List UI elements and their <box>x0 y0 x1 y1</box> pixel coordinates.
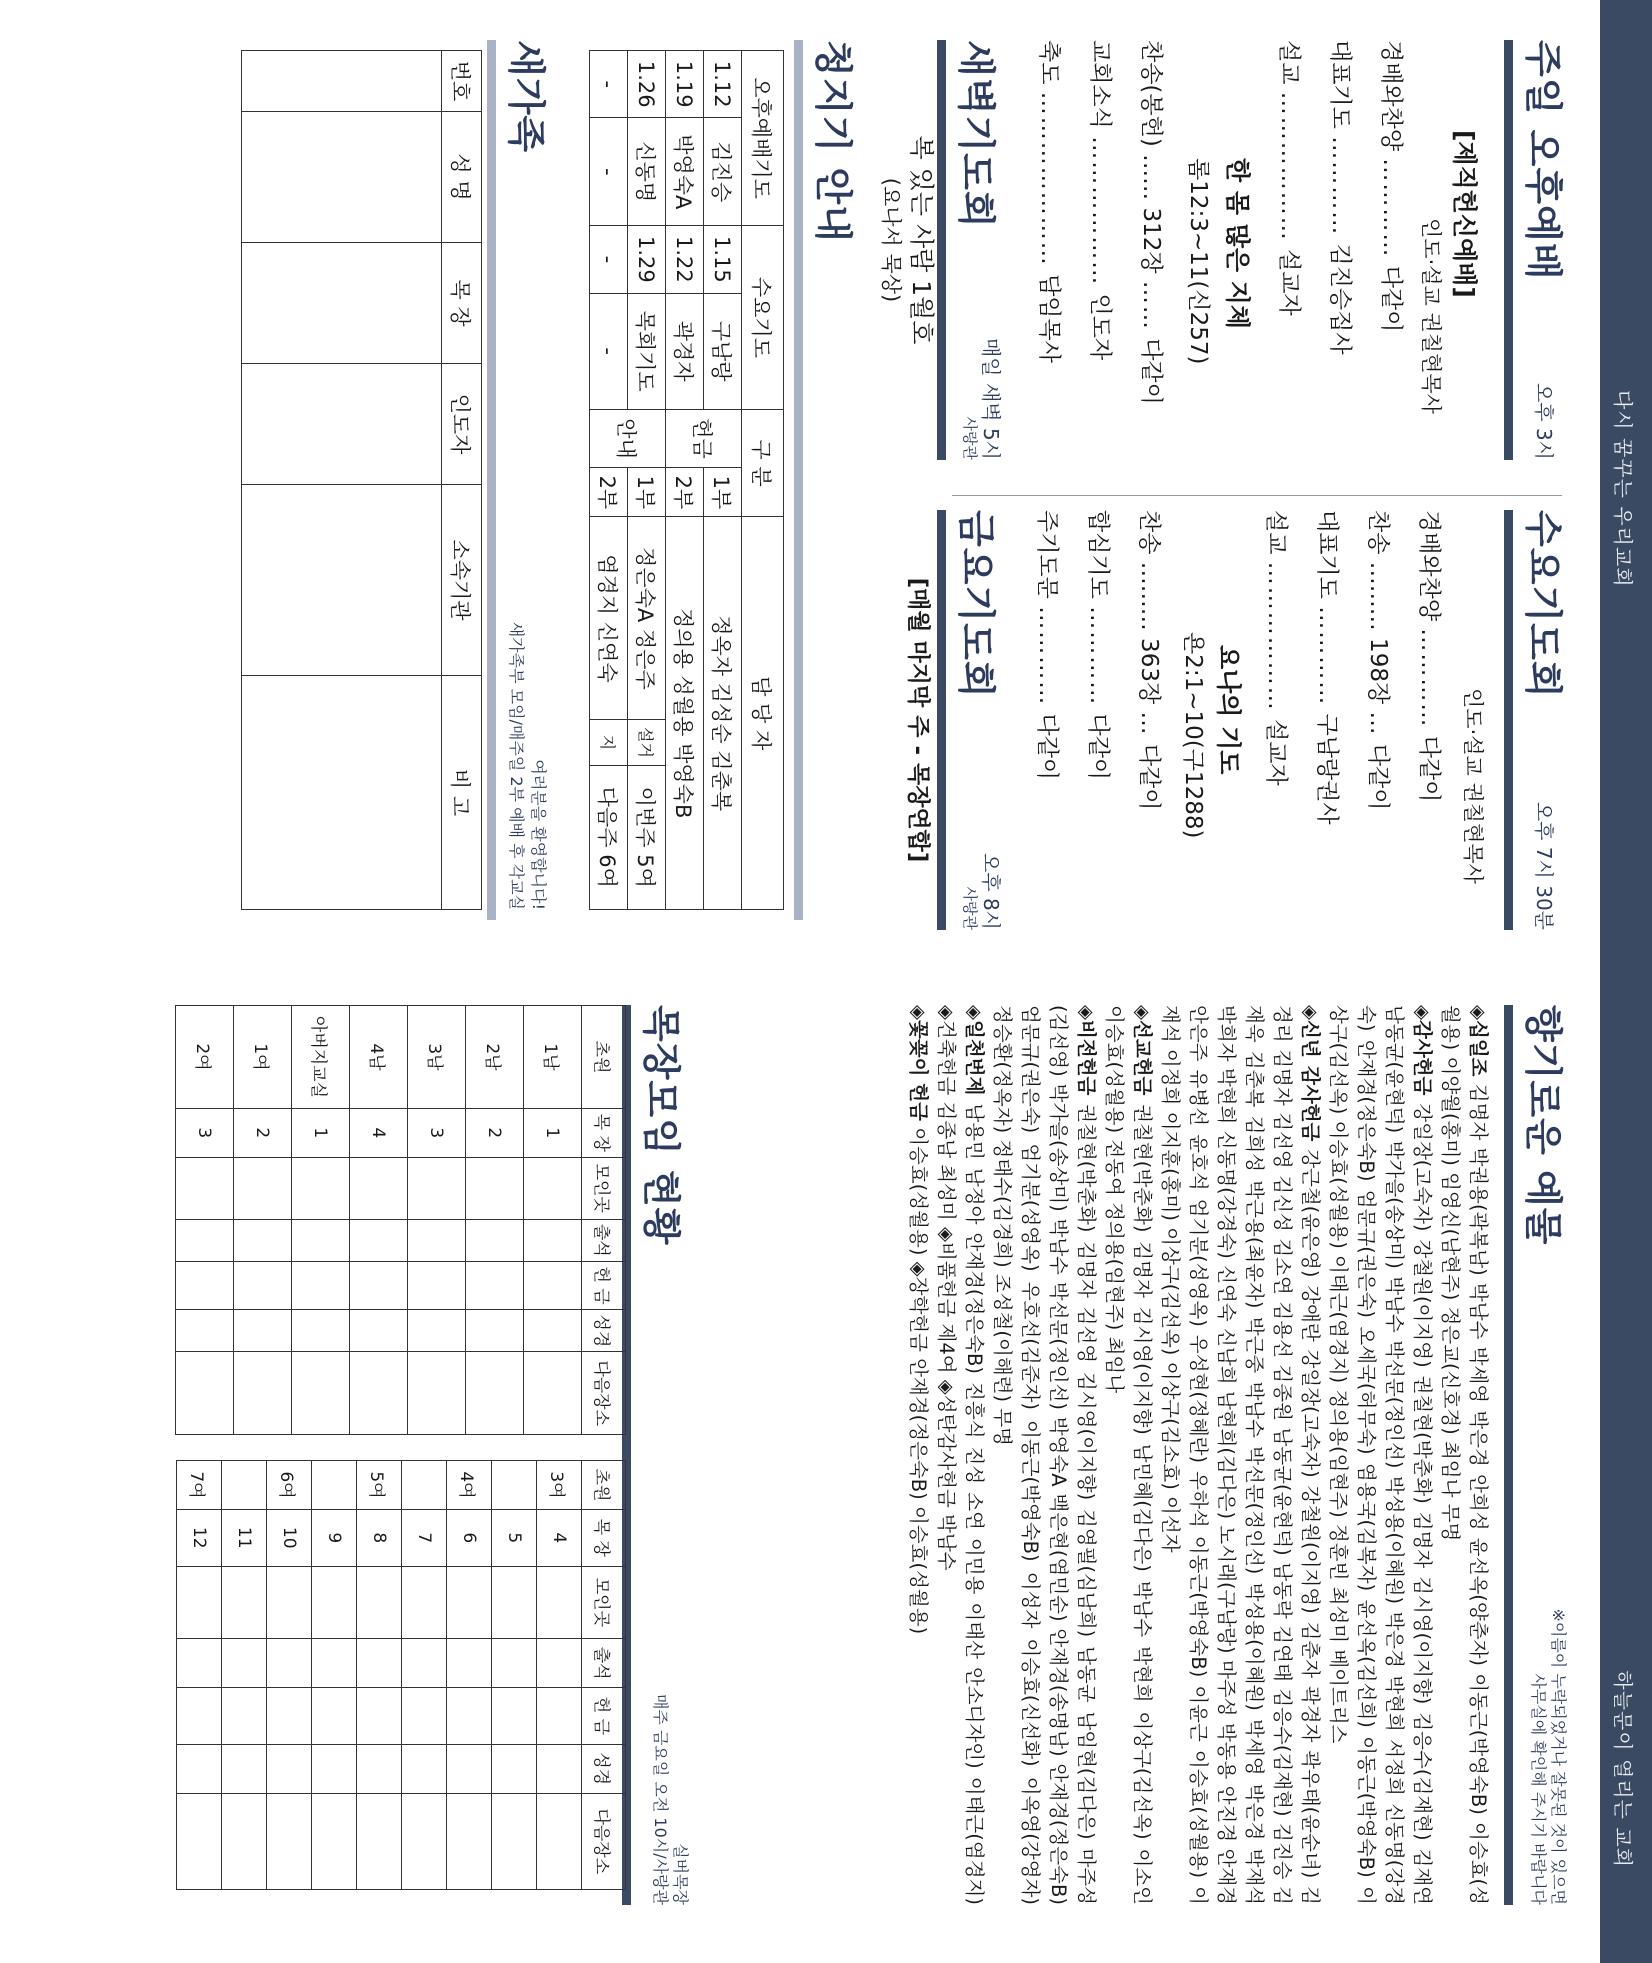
table-header: 성 명 <box>442 112 482 243</box>
table-cell: 1.19 <box>666 51 704 118</box>
table-cell <box>466 1261 524 1310</box>
table-cell: 7여 <box>177 1461 222 1510</box>
table-cell: 4남 <box>350 1006 408 1109</box>
table-cell <box>492 1744 537 1793</box>
table-cell <box>350 1352 408 1435</box>
table-cell <box>466 1310 524 1352</box>
offering-paragraph: ◈선교헌금 권칠현(박춘화) 김명자 김시영(이지향) 남민혜(김다은) 박남수 박현희 이상구(김선옥) 이소인 이승효(성월용) 전동여 정의용(임현주) 최임나 <box>1103 1005 1154 1906</box>
table-cell: 1.12 <box>704 51 742 118</box>
table-cell <box>222 1461 267 1510</box>
table-cell <box>350 1157 408 1219</box>
table-cell: 김진승 <box>704 118 742 226</box>
table-cell: 1.22 <box>666 226 704 293</box>
table-cell <box>402 1566 447 1639</box>
table-cell <box>357 1688 402 1745</box>
table-cell: 4여 <box>447 1461 492 1510</box>
table-cell <box>292 1157 350 1219</box>
sunday-pm-row: 찬송(봉헌) …… 312장 …… 다같이 <box>1138 40 1164 405</box>
table-row <box>177 1461 222 1890</box>
table-cell <box>492 1566 537 1639</box>
table-cell <box>292 1310 350 1352</box>
table-cell: 신동명 <box>628 118 666 226</box>
table-header: 성경 <box>582 1310 626 1352</box>
table-cell: 3여 <box>537 1461 582 1510</box>
table-cell <box>537 1793 582 1889</box>
table-header: 목 장 <box>442 243 482 364</box>
wednesday-time: 오후 7시 30분 <box>1532 801 1556 930</box>
table-header: 출석 <box>582 1219 626 1261</box>
table-cell <box>466 1352 524 1435</box>
table-cell <box>312 1744 357 1793</box>
table-cell: 1여 <box>234 1006 292 1109</box>
sunday-pm-sermon-title: 한 몸 많은 지체 <box>1223 158 1252 330</box>
table-cell <box>466 1219 524 1261</box>
new-family-note: 여러분을 환영합니다! 새가족부 모임/매주일 2부 예배 후 각교실 <box>507 621 548 910</box>
table-cell <box>492 1688 537 1745</box>
table-cell <box>357 1793 402 1889</box>
offering-paragraph: ◈비전헌금 권칠현(박춘화) 김명자 김선영 김시영(이지향) 김영필(심남희) 남동균 남임현(김다은) 마주성(김선영) 박가을(송상미) 박남수 박선문(정인선) 박영숙A 백은현(염민순) 안재경(송명남) 안재경(정은숙B) 엄문규(권은숙) 엄기분(성영옥) 우호선(김준자) 이동근(박영숙B) 이성자 이승효(신선화) 이옥영(강영자) 정승환(정옥자) 정태수(김경희) 조성철(이해련) 무명 <box>991 1005 1098 1906</box>
table-cell: 2 <box>466 1108 524 1157</box>
table-cell <box>234 1310 292 1352</box>
sunday-pm-sermon-ref: 롬12:3~11(신257) <box>1185 158 1211 365</box>
table-cell <box>222 1566 267 1639</box>
steward-header: 구 분 <box>742 409 784 517</box>
sunday-pm-subtitle: [제직헌신예배] <box>1450 130 1479 298</box>
table-cell: 3 <box>408 1108 466 1157</box>
table-cell <box>402 1688 447 1745</box>
table-cell <box>242 243 442 364</box>
sunday-pm-leader: 인도·설교 권칠현목사 <box>1419 218 1443 414</box>
table-cell <box>492 1461 537 1510</box>
table-header: 모인곳 <box>582 1157 626 1219</box>
table-cell: 1.15 <box>704 226 742 293</box>
header-left-slogan: 다시 꿈꾸는 우리교회 <box>1611 390 1635 588</box>
table-cell <box>408 1219 466 1261</box>
sunday-pm-section <box>1036 40 1574 460</box>
table-cell <box>177 1744 222 1793</box>
table-cell <box>267 1744 312 1793</box>
table-cell <box>242 112 442 243</box>
table-cell: 정은숙A 정은주 <box>628 517 666 720</box>
friday-bar <box>937 510 946 930</box>
table-cell: 정의용 성월용 박영숙B <box>666 517 704 910</box>
offering-note: ※이름이 누락되었거나 잘못된 것이 있으면 사무실에 확인해 주시기 바랍니다 <box>1529 1608 1568 1905</box>
wednesday-row: 대표기도 ………… 구남랑권사 <box>1314 510 1340 825</box>
wednesday-row: 찬송 ……… 363장 … 다같이 <box>1136 510 1162 811</box>
offering-paragraph: ◈일천번제 남용민 남정아 안재경(정은숙B) 진흥식 진성 소연 이민용 이태산 안소디자인) 이태근(염경지) ◈건축헌금 김종남 최성미 ◈비품헌금 제4여 ◈성탄감사헌금 박남수 <box>935 1005 986 1905</box>
table-cell: 목회기도 <box>628 293 666 409</box>
table-cell: 헌금 <box>666 409 742 468</box>
table-cell: 2부 <box>666 468 704 517</box>
friday-text: [매월 마지막 주 - 목장연합] <box>905 577 931 863</box>
table-cell: 박영숙A <box>666 118 704 226</box>
table-cell <box>267 1688 312 1745</box>
wednesday-sermon-ref: 욘2:1~10(구1288) <box>1180 632 1206 839</box>
dawn-text: 복 있는 사람 1월호 <box>907 135 936 345</box>
table-cell: - <box>590 293 628 409</box>
table-row <box>350 1006 408 1435</box>
table-cell <box>492 1639 537 1688</box>
table-cell: 2 <box>234 1108 292 1157</box>
table-row <box>267 1461 312 1890</box>
steward-bar <box>794 40 803 920</box>
table-cell <box>177 1566 222 1639</box>
table-header: 비 고 <box>442 676 482 910</box>
table-row <box>402 1461 447 1890</box>
table-cell <box>402 1744 447 1793</box>
table-cell <box>447 1744 492 1793</box>
table-cell <box>242 364 442 485</box>
steward-header: 오후예배기도 <box>742 51 784 226</box>
table-cell <box>222 1688 267 1745</box>
table-cell <box>267 1639 312 1688</box>
steward-table <box>589 50 784 910</box>
table-cell: 1 <box>292 1108 350 1157</box>
wednesday-row: 합심기도 ………… 다같이 <box>1085 510 1111 781</box>
table-cell: 2여 <box>176 1006 234 1109</box>
offering-paragraph: ◈신년 감사헌금 강근철(윤은영) 강애란 강일장(고숙자) 강철원(이지영) 김춘자 곽경자 곽우태(윤순녀) 김경리 김명자 김선영 김신성 김소연 김용선 김종원 남동균(윤현덕) 남동락 김연태 김응수(김재현) 김진승 김재욱 김춘복 김희성 박근용(최윤자) 박근중 박남수 박선문(정인선) 박성용(이혜원) 박세영 박은경 박재석 박희자 박현희 신동명(강경숙) 신연숙 신남희 남현희(김다은) 노시래(구남랑) 마주성 박동용 안진경 안재경 안은주 유병선 윤호석 엄기분(성영옥) 우성현(정혜란) 우하석 이동근(박영숙B) 이윤근 이승효(성월용) 이재석 이정희 이지훈(홍미) 이상구(김선옥) 이상구(김소효) 이선자 <box>1159 1005 1322 1906</box>
header-strip <box>1600 0 1652 1963</box>
table-cell: 다음주 6여 <box>590 765 628 909</box>
header-right-slogan: 하늘문이 열리는 교회 <box>1611 1670 1635 1868</box>
table-cell <box>447 1688 492 1745</box>
table-cell: 2부 <box>590 468 628 517</box>
table-cell: 염경지 신연숙 <box>590 517 628 720</box>
table-cell <box>267 1566 312 1639</box>
table-cell <box>242 485 442 676</box>
table-header: 인도자 <box>442 364 482 485</box>
left-panel <box>17 40 1592 940</box>
table-cell <box>350 1261 408 1310</box>
new-family-section <box>197 40 557 920</box>
table-cell: 5여 <box>357 1461 402 1510</box>
table-row <box>524 1006 582 1435</box>
table-cell: 11 <box>222 1509 267 1566</box>
table-cell <box>292 1219 350 1261</box>
table-cell <box>267 1793 312 1889</box>
table-row <box>466 1006 524 1435</box>
table-cell <box>176 1157 234 1219</box>
table-cell <box>222 1639 267 1688</box>
table-cell: 10 <box>267 1509 312 1566</box>
steward-header: 수요기도 <box>742 226 784 410</box>
table-cell: 곽경자 <box>666 293 704 409</box>
table-cell <box>357 1744 402 1793</box>
table-cell <box>177 1688 222 1745</box>
table-cell <box>312 1461 357 1510</box>
wednesday-row: 설교 ……………… 설교자 <box>1263 510 1289 786</box>
table-row <box>292 1006 350 1435</box>
table-cell: 정옥자 김성순 김춘복 <box>704 517 742 910</box>
table-cell <box>537 1566 582 1639</box>
table-cell <box>312 1639 357 1688</box>
table-cell: 1부 <box>628 468 666 517</box>
table-cell <box>447 1793 492 1889</box>
friday-title: 금요기도회 <box>954 510 998 699</box>
table-cell <box>242 51 442 112</box>
table-cell: 3 <box>176 1108 234 1157</box>
table-cell <box>234 1157 292 1219</box>
table-row <box>492 1461 537 1890</box>
sunday-pm-row: 축도 ………………… 담임목사 <box>1036 40 1062 363</box>
table-cell <box>222 1744 267 1793</box>
table-header: 소속기관 <box>442 485 482 676</box>
table-cell: 1남 <box>524 1006 582 1109</box>
table-cell: 아버지교실 <box>292 1006 350 1109</box>
table-cell: - <box>590 118 628 226</box>
offering-paragraph: ◈꽃꽂이 헌금 이승효(성월용) ◈장학헌금 안재경(정은숙B) 이승효(성월용) <box>907 1005 930 1635</box>
mokjang-title: 목장모임 현황 <box>639 1005 683 1246</box>
wednesday-row: 찬송 ……… 198장 … 다같이 <box>1365 510 1391 811</box>
table-header: 초원 <box>582 1461 626 1510</box>
wednesday-sermon-title: 요나의 기도 <box>1214 645 1243 775</box>
table-row <box>176 1006 234 1435</box>
table-row <box>408 1006 466 1435</box>
table-cell: 1.26 <box>628 51 666 118</box>
table-cell: 6 <box>447 1509 492 1566</box>
table-cell: 9 <box>312 1509 357 1566</box>
table-cell <box>408 1310 466 1352</box>
table-cell <box>402 1461 447 1510</box>
table-cell <box>408 1352 466 1435</box>
friday-time: 오후 8시 사랑관 <box>961 852 1003 930</box>
offering-paragraph: ◈감사헌금 강일장(고숙자) 강철원(이지영) 권칠현(박춘화) 김명자 김시영(이지향) 김응수(김재현) 김재연 남동균(윤현덕) 박가을(송상미) 박남수 박선문(정인선) 박성용(이혜원) 박은경 박현희 서정희 신동명(강경숙) 안재경(정은숙B) 엄문규(권은숙) 오세국(허무숙) 염용국(김복자) 윤선옥(김선희) 이동근(박영숙B) 이상구(김선옥) 이승효(성월용) 이태근(염경지) 정의용(임현주) 정훈빈 최성미 베이트리스 <box>1327 1005 1434 1905</box>
table-cell <box>408 1261 466 1310</box>
table-cell <box>408 1157 466 1219</box>
table-cell: 7 <box>402 1509 447 1566</box>
table-header: 성경 <box>582 1744 626 1793</box>
table-cell: 1.29 <box>628 226 666 293</box>
table-cell <box>222 1793 267 1889</box>
table-cell <box>357 1566 402 1639</box>
table-cell <box>524 1219 582 1261</box>
table-cell: 1부 <box>704 468 742 517</box>
table-row <box>537 1461 582 1890</box>
table-cell <box>447 1566 492 1639</box>
table-cell <box>312 1566 357 1639</box>
table-header: 다음장소 <box>582 1352 626 1435</box>
wednesday-leader: 인도·설교 권칠현목사 <box>1461 688 1485 884</box>
table-cell <box>524 1310 582 1352</box>
table-header: 출석 <box>582 1639 626 1688</box>
table-cell <box>447 1639 492 1688</box>
table-cell <box>402 1793 447 1889</box>
sunday-pm-row: 교회소식 ……………… 인도자 <box>1087 40 1113 361</box>
table-cell <box>176 1352 234 1435</box>
friday-section <box>877 510 1007 930</box>
table-row <box>312 1461 357 1890</box>
table-cell: 안내 <box>590 409 666 468</box>
mokjang-table-left <box>175 1005 626 1435</box>
table-header: 번호 <box>442 51 482 112</box>
offering-paragraph: ◈십일조 김명자 박권용(곽복남) 박남수 박세영 박은경 안희성 윤선옥(양춘자) 이동근(박영숙B) 이승효(성월용) 이양월(홍미) 임영신(남현주) 정은교(신호경) 최임나 무명 <box>1439 1005 1490 1905</box>
steward-title: 청지기 안내 <box>811 40 855 243</box>
table-cell: 3남 <box>408 1006 466 1109</box>
table-header: 목 장 <box>582 1108 626 1157</box>
sunday-pm-bar <box>1504 40 1513 460</box>
table-cell: 구남랑 <box>704 293 742 409</box>
table-cell: 1 <box>524 1108 582 1157</box>
new-family-bar <box>487 40 496 920</box>
table-cell: 4 <box>350 1108 408 1157</box>
table-cell: 이번주 5여 <box>628 765 666 909</box>
mokjang-section <box>52 1005 692 1905</box>
offering-title: 향기로운 예물 <box>1521 1005 1565 1246</box>
table-cell: 8 <box>357 1509 402 1566</box>
table-cell: 설거 <box>628 720 666 765</box>
table-cell: 2남 <box>466 1006 524 1109</box>
table-cell <box>402 1639 447 1688</box>
table-cell <box>292 1352 350 1435</box>
sunday-pm-time: 오후 3시 <box>1532 382 1556 460</box>
table-header: 초원 <box>582 1006 626 1109</box>
wednesday-row: 주기도문 ………… 다같이 <box>1034 510 1060 781</box>
table-cell: 지 <box>590 720 628 765</box>
table-cell <box>176 1261 234 1310</box>
table-cell <box>176 1219 234 1261</box>
table-cell: - <box>590 51 628 118</box>
new-family-title: 새가족 <box>504 40 548 154</box>
table-cell <box>524 1352 582 1435</box>
offering-section <box>904 1005 1574 1905</box>
table-cell <box>350 1310 408 1352</box>
table-cell: 6여 <box>267 1461 312 1510</box>
table-header: 다음장소 <box>582 1793 626 1889</box>
mokjang-note: 실버목장 매주 금요일 오전 10시/사랑관 <box>651 1693 690 1905</box>
table-cell <box>537 1744 582 1793</box>
right-panel <box>17 1005 1592 1905</box>
steward-section <box>595 40 864 920</box>
table-cell <box>177 1639 222 1688</box>
table-cell: 4 <box>537 1509 582 1566</box>
table-cell <box>312 1793 357 1889</box>
table-cell <box>357 1639 402 1688</box>
table-cell <box>177 1793 222 1889</box>
sunday-pm-row: 설교 ……………… 설교자 <box>1276 40 1302 316</box>
table-cell <box>537 1688 582 1745</box>
table-header: 헌 금 <box>582 1688 626 1745</box>
table-cell <box>537 1639 582 1688</box>
wednesday-title: 수요기도회 <box>1521 510 1565 699</box>
table-cell: - <box>590 226 628 293</box>
divider <box>952 495 1562 496</box>
table-cell <box>350 1219 408 1261</box>
table-cell <box>242 676 442 910</box>
mokjang-table-right <box>176 1460 626 1890</box>
steward-header: 담 당 자 <box>742 517 784 910</box>
offering-bar <box>1504 1005 1513 1905</box>
dawn-time: 매일 새벽 5시 사랑관 <box>961 337 1003 460</box>
table-cell <box>524 1157 582 1219</box>
sunday-pm-title: 주일 오후예배 <box>1521 40 1565 281</box>
sunday-pm-row: 경배와찬양 ………… 다같이 <box>1378 40 1404 333</box>
table-cell <box>466 1157 524 1219</box>
table-cell <box>176 1310 234 1352</box>
sunday-pm-row: 대표기도 ………… 김진승집사 <box>1327 40 1353 355</box>
table-cell <box>292 1261 350 1310</box>
table-cell: 12 <box>177 1509 222 1566</box>
table-cell <box>234 1352 292 1435</box>
table-cell <box>234 1261 292 1310</box>
wednesday-bar <box>1504 510 1513 930</box>
table-header: 헌 금 <box>582 1261 626 1310</box>
table-cell <box>312 1688 357 1745</box>
offering-list <box>904 1005 1492 1905</box>
table-row <box>447 1461 492 1890</box>
table-cell <box>524 1261 582 1310</box>
table-row <box>222 1461 267 1890</box>
table-header: 목 장 <box>582 1509 626 1566</box>
table-cell <box>234 1219 292 1261</box>
table-header: 모인곳 <box>582 1566 626 1639</box>
table-cell <box>492 1793 537 1889</box>
table-row <box>357 1461 402 1890</box>
table-row <box>234 1006 292 1435</box>
table-cell: 5 <box>492 1509 537 1566</box>
wednesday-row: 경배와찬양 ………… 다같이 <box>1416 510 1442 803</box>
wednesday-section <box>1034 510 1574 930</box>
dawn-sub: (요나서 묵상) <box>879 177 903 303</box>
new-family-table <box>241 50 482 910</box>
dawn-title: 새벽기도회 <box>954 40 998 229</box>
dawn-section <box>877 40 1007 460</box>
